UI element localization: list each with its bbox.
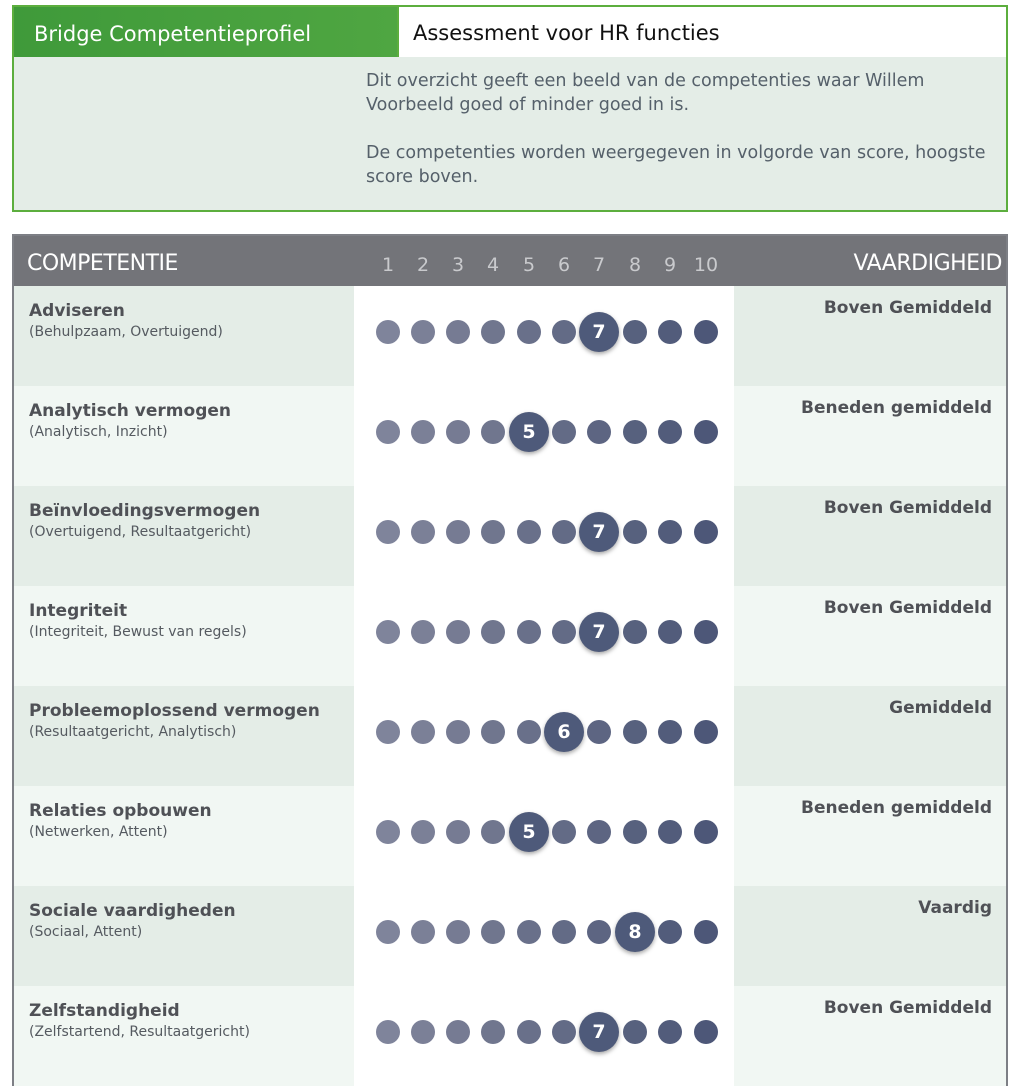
skill-cell <box>734 586 1006 686</box>
competency-rows <box>14 286 1006 1086</box>
score-dot <box>623 620 647 644</box>
score-dot <box>587 820 611 844</box>
score-dot <box>446 920 470 944</box>
competency-name: Analytisch vermogen <box>29 401 231 421</box>
competency-subtitle: (Netwerken, Attent) <box>29 824 168 840</box>
competency-name: Zelfstandigheid <box>29 1001 180 1021</box>
skill-cell <box>734 486 1006 586</box>
score-dot <box>446 1020 470 1044</box>
score-dot <box>694 320 718 344</box>
competency-cell <box>14 386 354 486</box>
score-dots <box>354 286 734 386</box>
scale-number: 7 <box>592 254 606 276</box>
competency-cell <box>14 686 354 786</box>
score-dot <box>411 1020 435 1044</box>
skill-cell <box>734 286 1006 386</box>
score-dot <box>446 420 470 444</box>
scale-number: 2 <box>416 254 430 276</box>
competency-row <box>14 886 1006 986</box>
skill-level: Boven Gemiddeld <box>823 598 992 618</box>
score-dot <box>517 720 541 744</box>
competency-cell <box>14 486 354 586</box>
score-dot <box>587 920 611 944</box>
scale-number: 8 <box>628 254 642 276</box>
score-dot <box>658 420 682 444</box>
skill-level: Boven Gemiddeld <box>823 998 992 1018</box>
assessment-title: Assessment voor HR functies <box>413 21 720 45</box>
score-dot <box>411 720 435 744</box>
scale-number: 3 <box>451 254 465 276</box>
competency-name: Sociale vaardigheden <box>29 901 236 921</box>
score-dot <box>481 820 505 844</box>
intro-paragraph-1: Dit overzicht geeft een beeld van de competenties waar Willem Voorbeeld goed of minder goed in is. <box>366 71 925 115</box>
competency-row <box>14 286 1006 386</box>
competency-name: Beïnvloedingsvermogen <box>29 501 261 521</box>
score-dot <box>481 920 505 944</box>
score-dot <box>694 820 718 844</box>
score-dot <box>481 420 505 444</box>
score-dot <box>517 520 541 544</box>
score-dot <box>694 1020 718 1044</box>
skill-level: Boven Gemiddeld <box>823 298 992 318</box>
competency-row <box>14 386 1006 486</box>
competency-subtitle: (Integriteit, Bewust van regels) <box>29 624 247 640</box>
score-dots <box>354 386 734 486</box>
score-dot <box>481 320 505 344</box>
score-dot <box>481 720 505 744</box>
competency-cell <box>14 886 354 986</box>
score-dot <box>411 520 435 544</box>
assessment-title-box <box>397 7 1006 57</box>
score-marker: 7 <box>579 512 619 552</box>
score-dot <box>694 520 718 544</box>
scale-number: 4 <box>486 254 500 276</box>
score-dot <box>376 320 400 344</box>
competency-subtitle: (Behulpzaam, Overtuigend) <box>29 324 223 340</box>
skill-cell <box>734 986 1006 1086</box>
scale-number: 10 <box>693 254 719 276</box>
competency-cell <box>14 786 354 886</box>
competency-row <box>14 486 1006 586</box>
score-dot <box>658 720 682 744</box>
intro-paragraph-2: De competenties worden weergegeven in volgorde van score, hoogste score boven. <box>366 143 986 187</box>
skill-cell <box>734 786 1006 886</box>
skill-cell <box>734 386 1006 486</box>
score-dot <box>587 720 611 744</box>
score-dots <box>354 786 734 886</box>
competency-subtitle: (Sociaal, Attent) <box>29 924 143 940</box>
competency-subtitle: (Overtuigend, Resultaatgericht) <box>29 524 252 540</box>
score-dot <box>623 1020 647 1044</box>
score-dot <box>658 620 682 644</box>
table-header <box>14 236 1006 286</box>
score-dots <box>354 586 734 686</box>
score-dot <box>623 520 647 544</box>
score-dot <box>446 720 470 744</box>
score-dot <box>587 420 611 444</box>
score-dot <box>552 920 576 944</box>
score-dot <box>623 820 647 844</box>
score-dot <box>623 420 647 444</box>
score-dot <box>552 420 576 444</box>
score-marker: 7 <box>579 1012 619 1052</box>
competency-cell <box>14 586 354 686</box>
skill-level: Gemiddeld <box>889 698 992 718</box>
skill-level: Beneden gemiddeld <box>801 398 992 418</box>
score-dot <box>376 420 400 444</box>
column-header-vaardigheid: VAARDIGHEID <box>853 251 1002 276</box>
scale-number: 9 <box>663 254 677 276</box>
score-dot <box>411 320 435 344</box>
score-dots <box>354 486 734 586</box>
column-header-competentie: COMPETENTIE <box>27 251 178 276</box>
skill-cell <box>734 686 1006 786</box>
score-dot <box>623 720 647 744</box>
score-dot <box>517 620 541 644</box>
profile-header <box>12 5 1008 212</box>
score-dot <box>376 920 400 944</box>
score-dot <box>517 920 541 944</box>
competency-row <box>14 686 1006 786</box>
score-marker: 5 <box>509 812 549 852</box>
competency-subtitle: (Zelfstartend, Resultaatgericht) <box>29 1024 250 1040</box>
score-dot <box>552 320 576 344</box>
score-dot <box>517 320 541 344</box>
score-dot <box>694 420 718 444</box>
skill-level: Boven Gemiddeld <box>823 498 992 518</box>
header-band <box>14 7 1006 57</box>
score-dot <box>376 820 400 844</box>
score-dot <box>552 520 576 544</box>
competency-row <box>14 986 1006 1086</box>
score-dot <box>376 1020 400 1044</box>
score-dot <box>552 820 576 844</box>
score-dot <box>446 320 470 344</box>
score-dot <box>481 1020 505 1044</box>
competency-name: Relaties opbouwen <box>29 801 212 821</box>
score-dot <box>658 920 682 944</box>
score-dot <box>411 820 435 844</box>
score-dot <box>552 1020 576 1044</box>
score-marker: 7 <box>579 312 619 352</box>
score-marker: 8 <box>615 912 655 952</box>
score-dots <box>354 886 734 986</box>
competency-cell <box>14 286 354 386</box>
scale-number: 5 <box>522 254 536 276</box>
score-dot <box>411 620 435 644</box>
score-dot <box>694 920 718 944</box>
score-dot <box>446 620 470 644</box>
competency-subtitle: (Resultaatgericht, Analytisch) <box>29 724 237 740</box>
competency-row <box>14 586 1006 686</box>
score-dot <box>658 520 682 544</box>
score-dot <box>481 520 505 544</box>
score-dot <box>411 420 435 444</box>
competency-subtitle: (Analytisch, Inzicht) <box>29 424 168 440</box>
skill-level: Beneden gemiddeld <box>801 798 992 818</box>
score-dot <box>446 820 470 844</box>
score-dot <box>376 520 400 544</box>
score-dot <box>411 920 435 944</box>
competency-name: Probleemoplossend vermogen <box>29 701 320 721</box>
score-dot <box>376 720 400 744</box>
score-dot <box>517 1020 541 1044</box>
score-dot <box>694 720 718 744</box>
competency-name: Adviseren <box>29 301 125 321</box>
brand-title: Bridge Competentieprofiel <box>34 22 312 46</box>
score-marker: 7 <box>579 612 619 652</box>
score-dot <box>658 1020 682 1044</box>
competency-name: Integriteit <box>29 601 128 621</box>
skill-level: Vaardig <box>918 898 992 918</box>
score-dot <box>623 320 647 344</box>
scale-number: 1 <box>381 254 395 276</box>
score-dot <box>658 320 682 344</box>
competency-row <box>14 786 1006 886</box>
score-dot <box>694 620 718 644</box>
score-dot <box>446 520 470 544</box>
skill-cell <box>734 886 1006 986</box>
score-dots <box>354 986 734 1086</box>
score-dot <box>552 620 576 644</box>
score-marker: 5 <box>509 412 549 452</box>
scale-number: 6 <box>557 254 571 276</box>
score-dots <box>354 686 734 786</box>
score-dot <box>376 620 400 644</box>
competency-table <box>12 234 1008 1086</box>
score-marker: 6 <box>544 712 584 752</box>
score-dot <box>481 620 505 644</box>
intro-text <box>366 69 1006 213</box>
competency-cell <box>14 986 354 1086</box>
score-dot <box>658 820 682 844</box>
